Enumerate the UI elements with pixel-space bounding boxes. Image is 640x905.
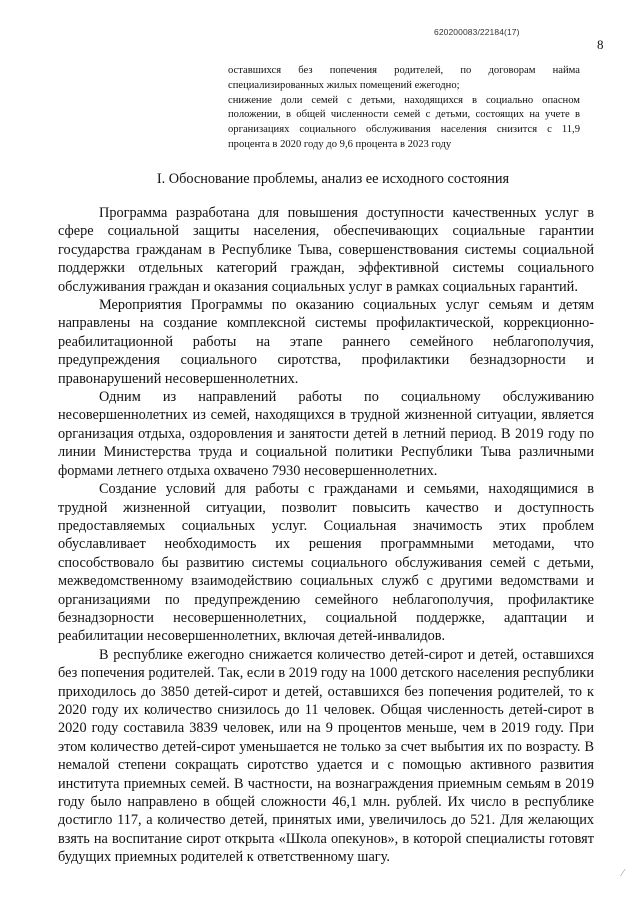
scan-mark-icon: ⁄	[622, 868, 624, 879]
intro-continuation	[228, 64, 580, 153]
paragraph: В республике ежегодно снижается количество детей-сирот и детей, оставшихся без попечения родителей. Так, если в 2019 году на 1000 детского населения республики приходилось до 3850 детей-сирот и детей, оставшихся без попечения родителей, то к 2020 году их количество снизилось до 11 человек. Общая численность детей-сирот в 2020 году составила 3839 человек, или на 9 процентов меньше, чем в 2019 году. При этом количество детей-сирот уменьшается не только за счет выбытия их по возрасту. В немалой степени сокращать сиротство удается и с помощью активного развития института приемных семей. В частности, на вознаграждения приемным семьям в 2019 году было направлено в общей сложности 46,1 млн. рублей. Их число в республике достигло 117, а количество детей, принятых ими, увеличилось до 521. Для желающих взять на воспитание сирот открыта «Школа опекунов», в которой специалисты готовят будущих приемных родителей к ответственному шагу.	[58, 646, 594, 866]
paragraph: Мероприятия Программы по оказанию социальных услуг семьям и детям направлены на создание комплексной системы профилактической, коррекционно-реабилитационной работы на этапе раннего семейного неблагополучия, предупреждения социального сиротства, профилактики безнадзорности и правонарушений несовершеннолетних.	[58, 297, 594, 387]
body-text	[58, 204, 594, 867]
intro-line: снижение доли семей с детьми, находящихся в социально опасном положении, в общей численности семей с детьми, состоящих на учете в организациях социального обслуживания населения снизится с 11,9 процента в 2020 году до 9,6 процента в 2023 году	[228, 94, 580, 150]
paragraph: Программа разработана для повышения доступности качественных услуг в сфере социальной защиты населения, обеспечивающих социальные гарантии государства гражданам в Республике Тыва, совершенствования системы социальной поддержки отдельных категорий граждан, эффективной системы социального обслуживания граждан и оказания социальных услуг в рамках социальных гарантий.	[58, 205, 594, 295]
document-id: 620200083/22184(17)	[434, 27, 520, 37]
paragraph: Создание условий для работы с гражданами и семьями, находящимися в трудной жизненной ситуации, позволит повысить качество и доступность предоставляемых социальных услуг. Социальная значимость этих проблем обуславливает необходимость их решения программными методами, что способствовало бы развитию системы социального обслуживания семей с детьми, межведомственному взаимодействию социальных служб с другими ведомствами и организациями по предупреждению семейного неблагополучия, профилактике безнадзорности несовершеннолетних, социальной поддержке, адаптации и реабилитации несовершеннолетних, включая детей-инвалидов.	[58, 481, 594, 645]
paragraph: Одним из направлений работы по социальному обслуживанию несовершеннолетних из семей, находящихся в трудной жизненной ситуации, является организация отдыха, оздоровления и занятости детей в летний период. В 2019 году по линии Министерства труда и социальной политики Республики Тыва различными формами летнего отдыха охвачено 7930 несовершеннолетних.	[58, 389, 594, 479]
intro-line: оставшихся без попечения родителей, по договорам найма специализированных жилых помещений ежегодно;	[228, 65, 580, 91]
page-number: 8	[597, 37, 604, 52]
section-heading: I. Обоснование проблемы, анализ ее исходного состояния	[156, 171, 510, 187]
